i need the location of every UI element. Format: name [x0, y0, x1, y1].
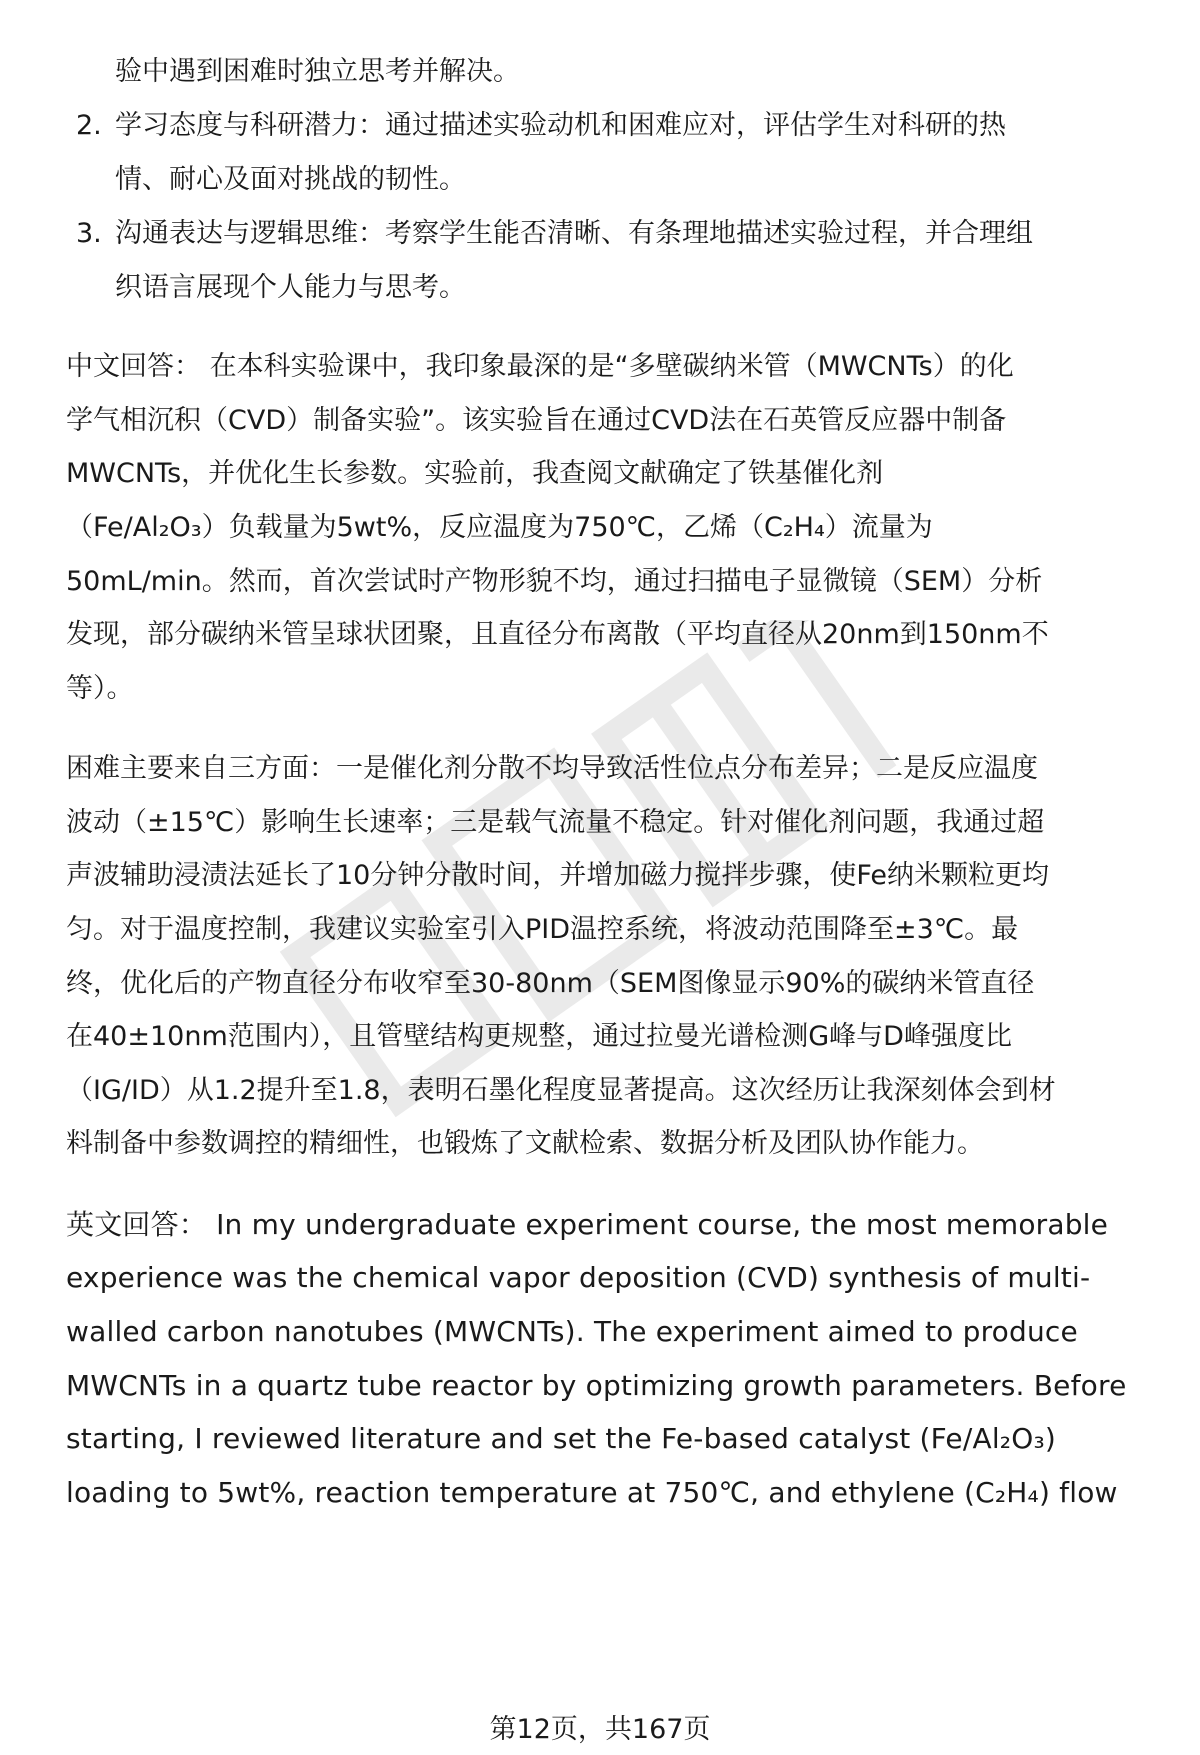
english-answer-line: starting, I reviewed literature and set the Fe-based catalyst (Fe/Al₂O₃): [66, 1422, 1057, 1455]
difficulty-line: 困难主要来自三方面：一是催化剂分散不均导致活性位点分布差异；二是反应温度: [66, 753, 1038, 784]
english-answer-line: 英文回答： In my undergraduate experiment course, the most memorable: [66, 1208, 1109, 1241]
chinese-answer-line: 中文回答： 在本科实验课中，我印象最深的是“多壁碳纳米管（MWCNTs）的化: [66, 351, 1014, 382]
difficulty-line: （IG/ID）从1.2提升至1.8，表明石墨化程度显著提高。这次经历让我深刻体会到材: [66, 1075, 1056, 1106]
list-item-3-number: 3.: [76, 218, 102, 249]
list-item-2-line2: 情、耐心及面对挑战的韧性。: [115, 164, 466, 195]
english-answer-line: walled carbon nanotubes (MWCNTs). The experiment aimed to produce: [66, 1315, 1078, 1348]
english-answer-line: experience was the chemical vapor deposition (CVD) synthesis of multi-: [66, 1261, 1091, 1294]
list-item-3-line1: 沟通表达与逻辑思维：考察学生能否清晰、有条理地描述实验过程，并合理组: [115, 218, 1033, 249]
chinese-answer-line: MWCNTs，并优化生长参数。实验前，我查阅文献确定了铁基催化剂: [66, 458, 884, 489]
difficulty-line: 声波辅助浸渍法延长了10分钟分散时间，并增加磁力搅拌步骤，使Fe纳米颗粒更均: [66, 860, 1050, 891]
difficulty-line: 料制备中参数调控的精细性，也锻炼了文献检索、数据分析及团队协作能力。: [66, 1128, 984, 1159]
chinese-answer-line: 等）。: [66, 673, 134, 704]
chinese-answer-line: （Fe/Al₂O₃）负载量为5wt%，反应温度为750℃，乙烯（C₂H₄）流量为: [66, 512, 933, 543]
english-answer-line: MWCNTs in a quartz tube reactor by optimizing growth parameters. Before: [66, 1369, 1127, 1402]
difficulty-line: 在40±10nm范围内），且管壁结构更规整，通过拉曼光谱检测G峰与D峰强度比: [66, 1021, 1012, 1052]
list-item-2-number: 2.: [76, 110, 102, 141]
difficulty-line: 波动（±15℃）影响生长速率；三是载气流量不稳定。针对催化剂问题，我通过超: [66, 807, 1045, 838]
difficulty-line: 终，优化后的产物直径分布收窄至30-80nm（SEM图像显示90%的碳纳米管直径: [66, 968, 1035, 999]
english-answer-line: loading to 5wt%, reaction temperature at 750℃, and ethylene (C₂H₄) flow: [66, 1476, 1118, 1509]
chinese-answer-line: 学气相沉积（CVD）制备实验”。该实验旨在通过CVD法在石英管反应器中制备: [66, 405, 1007, 436]
list-item-1-tail: 验中遇到困难时独立思考并解决。: [115, 56, 520, 87]
list-item-3-line2: 织语言展现个人能力与思考。: [115, 272, 466, 303]
page-number-footer: 第12页，共167页: [489, 1714, 711, 1745]
chinese-answer-line: 50mL/min。然而，首次尝试时产物形貌不均，通过扫描电子显微镜（SEM）分析: [66, 566, 1043, 597]
difficulty-line: 匀。对于温度控制，我建议实验室引入PID温控系统，将波动范围降至±3℃。最: [66, 914, 1019, 945]
list-item-2-line1: 学习态度与科研潜力：通过描述实验动机和困难应对，评估学生对科研的热: [115, 110, 1006, 141]
chinese-answer-line: 发现，部分碳纳米管呈球状团聚，且直径分布离散（平均直径从20nm到150nm不: [66, 619, 1049, 650]
